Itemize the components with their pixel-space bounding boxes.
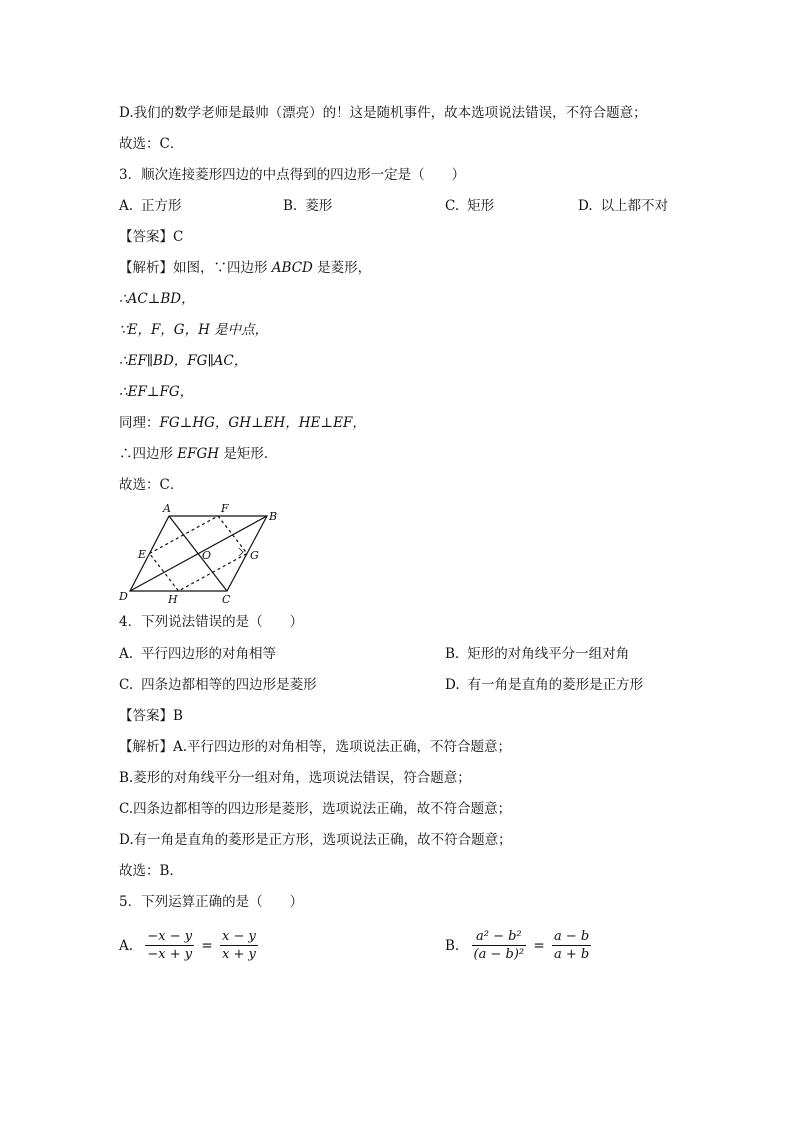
q3-option-d[interactable] <box>578 197 668 215</box>
step-5-prefix: 同理： <box>119 415 160 431</box>
fraction-left <box>472 928 527 963</box>
option-text: 矩形的对角线平分一组对角 <box>467 646 630 662</box>
step-1: ∴AC⊥BD， <box>119 291 195 307</box>
point-a-label: A <box>163 502 171 515</box>
step-5 <box>119 414 366 432</box>
fraction-numerator: x − y <box>221 929 256 944</box>
q4-option-d[interactable] <box>445 676 643 694</box>
equals-sign: = <box>533 937 545 954</box>
point-h-label: H <box>168 593 178 606</box>
q3-explanation <box>119 259 371 277</box>
q4-answer: 【答案】B <box>119 708 183 724</box>
q4-explanation-b: B.菱形的对角线平分一组对角，选项说法错误，符合题意； <box>119 770 471 786</box>
step-3: ∴EF∥BD，FG∥AC， <box>119 353 248 369</box>
fraction-denominator: x + y <box>221 947 256 962</box>
step-2: ∵E，F，G，H 是中点， <box>119 322 269 338</box>
option-text: 矩形 <box>467 198 495 214</box>
q3-choice: 故选：C． <box>119 477 184 493</box>
option-label: C. <box>119 677 134 693</box>
fraction-numerator: −x − y <box>147 929 193 944</box>
option-label: A. <box>119 646 134 662</box>
point-o-label: O <box>202 549 212 562</box>
option-label: B. <box>283 198 298 214</box>
option-label: B. <box>445 937 460 954</box>
point-e-label: E <box>138 548 147 561</box>
point-b-label: B <box>269 510 278 523</box>
explanation-head: 【解析】如图，∵四边形 <box>119 260 272 276</box>
q3-option-c[interactable] <box>445 197 494 215</box>
option-label: D. <box>445 677 460 693</box>
explanation-tail: 是菱形， <box>312 260 372 276</box>
question-3: 3．顺次连接菱形四边的中点得到的四边形一定是（ ） <box>119 167 466 183</box>
quad-abcd: ABCD <box>271 260 313 276</box>
option-label: A. <box>119 937 134 954</box>
option-text: 有一角是直角的菱形是正方形 <box>467 677 644 693</box>
option-text: 以上都不对 <box>600 198 669 214</box>
fraction-right <box>552 928 591 963</box>
fraction-numerator: a − b <box>554 929 590 944</box>
q4-explanation-c: C.四条边都相等的四边形是菱形，选项说法正确，故不符合题意； <box>119 801 512 817</box>
fraction-denominator: a + b <box>554 947 590 962</box>
equals-sign: = <box>201 937 213 954</box>
q3-option-b[interactable] <box>283 197 332 215</box>
step-6-suffix: 是矩形． <box>219 446 278 462</box>
option-text: 正方形 <box>141 198 182 214</box>
q3-answer: 【答案】C <box>119 229 184 245</box>
point-d-label: D <box>119 590 128 603</box>
question-5: 5．下列运算正确的是（ ） <box>119 894 304 910</box>
q5-option-a[interactable] <box>119 928 258 963</box>
option-text: 四条边都相等的四边形是菱形 <box>141 677 317 693</box>
option-label: B. <box>445 646 460 662</box>
q4-option-b[interactable] <box>445 645 629 663</box>
q4-option-a[interactable] <box>119 645 276 663</box>
line-answer-choice: 故选：C． <box>119 136 184 152</box>
option-text: 菱形 <box>305 198 333 214</box>
option-label: C. <box>445 198 460 214</box>
option-label: A. <box>119 198 134 214</box>
q5-option-b[interactable] <box>445 928 591 963</box>
fraction-denominator: −x + y <box>147 947 193 962</box>
fraction-right <box>220 928 258 963</box>
q4-explanation-d: D.有一角是直角的菱形是正方形，选项说法正确，故不符合题意； <box>119 832 512 848</box>
fraction-left <box>145 928 194 963</box>
q3-option-a[interactable] <box>119 197 182 215</box>
fraction-numerator: a² − b² <box>472 928 527 946</box>
q4-option-c[interactable] <box>119 676 317 694</box>
point-f-label: F <box>221 502 229 515</box>
option-text: 平行四边形的对角相等 <box>141 646 277 662</box>
right-angle-mark <box>239 548 243 556</box>
quad-efgh: EFGH <box>177 446 220 462</box>
option-label: D. <box>578 198 593 214</box>
q4-explanation-a: 【解析】A.平行四边形的对角相等，选项说法正确，不符合题意； <box>119 739 512 755</box>
line-d-statement: D.我们的数学老师是最帅（漂亮）的！这是随机事件，故本选项说法错误，不符合题意； <box>119 105 647 121</box>
step-6-prefix: ∴四边形 <box>119 446 178 462</box>
step-4: ∴EF⊥FG， <box>119 384 194 400</box>
question-4: 4．下列说法错误的是（ ） <box>119 614 304 630</box>
step-5-body: FG⊥HG，GH⊥EH，HE⊥EF， <box>159 415 366 431</box>
step-6 <box>119 445 277 463</box>
rhombus-figure <box>112 498 287 608</box>
q4-choice: 故选：B． <box>119 863 183 879</box>
fraction-denominator: (a − b)² <box>473 947 525 962</box>
point-g-label: G <box>250 549 259 562</box>
point-c-label: C <box>222 593 231 606</box>
